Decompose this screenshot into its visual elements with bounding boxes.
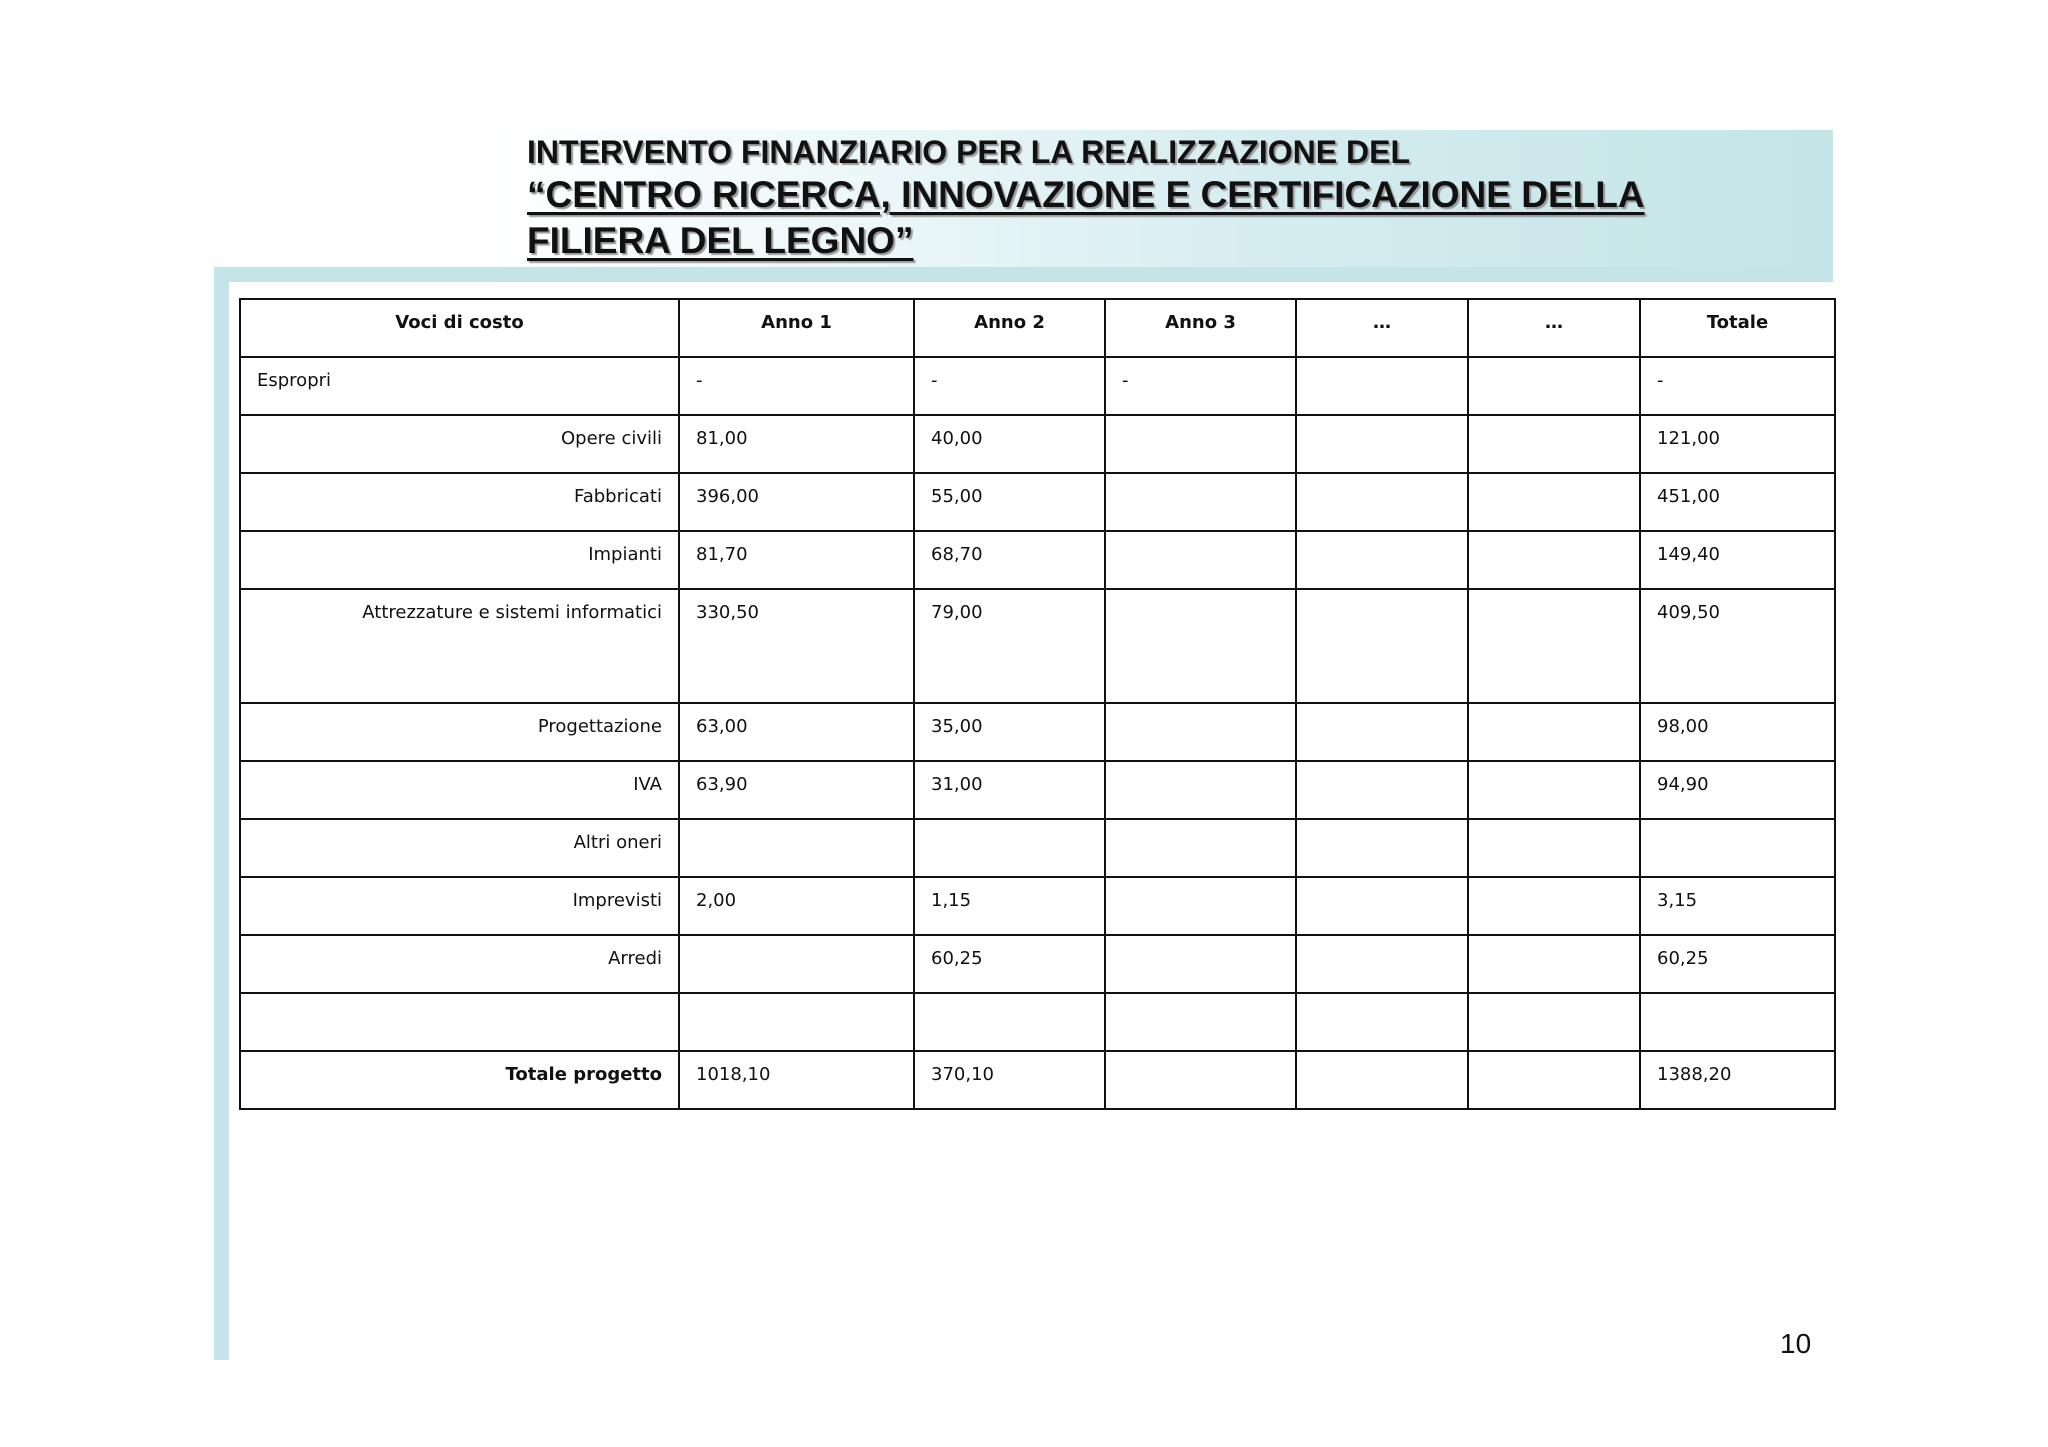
table-total-row <box>240 1051 1835 1109</box>
cell-extra-1 <box>1296 877 1468 935</box>
cell-anno-1: 2,00 <box>679 877 914 935</box>
cell-totale: 1388,20 <box>1640 1051 1835 1109</box>
cell-anno-1 <box>679 935 914 993</box>
cell-anno-2: 1,15 <box>914 877 1105 935</box>
cell-extra-2 <box>1468 819 1640 877</box>
cell-anno-3 <box>1105 819 1296 877</box>
cell-anno-2: 79,00 <box>914 589 1105 703</box>
cell-totale: 94,90 <box>1640 761 1835 819</box>
cell-anno-3 <box>1105 993 1296 1051</box>
decorative-bar-vertical <box>214 267 229 1360</box>
cell-extra-1 <box>1296 531 1468 589</box>
table-row <box>240 819 1835 877</box>
cell-anno-1 <box>679 993 914 1051</box>
header-anno-2: Anno 2 <box>914 299 1105 357</box>
cell-anno-3: - <box>1105 357 1296 415</box>
title-line-2: “CENTRO RICERCA, INNOVAZIONE E CERTIFICAZIONE DELLA <box>527 174 1645 215</box>
cell-extra-2 <box>1468 703 1640 761</box>
cell-totale: 149,40 <box>1640 531 1835 589</box>
header-ellipsis-1: … <box>1296 299 1468 357</box>
cell-extra-1 <box>1296 357 1468 415</box>
cell-anno-2: 55,00 <box>914 473 1105 531</box>
cell-anno-3 <box>1105 877 1296 935</box>
table-row <box>240 357 1835 415</box>
cell-anno-2 <box>914 819 1105 877</box>
cell-extra-1 <box>1296 993 1468 1051</box>
cell-anno-3 <box>1105 415 1296 473</box>
table-row <box>240 761 1835 819</box>
cell-anno-1: - <box>679 357 914 415</box>
header-ellipsis-2: … <box>1468 299 1640 357</box>
table-row <box>240 993 1835 1051</box>
cell-extra-2 <box>1468 531 1640 589</box>
table-row <box>240 415 1835 473</box>
cell-extra-1 <box>1296 703 1468 761</box>
header-totale: Totale <box>1640 299 1835 357</box>
table-row <box>240 935 1835 993</box>
table-header-row <box>240 299 1835 357</box>
cell-anno-1 <box>679 819 914 877</box>
cell-anno-3 <box>1105 703 1296 761</box>
cell-anno-1: 63,90 <box>679 761 914 819</box>
page-number: 10 <box>1780 1328 1812 1359</box>
cell-anno-3 <box>1105 473 1296 531</box>
cell-anno-3 <box>1105 935 1296 993</box>
cell-totale: 409,50 <box>1640 589 1835 703</box>
table-row <box>240 531 1835 589</box>
cell-extra-1 <box>1296 935 1468 993</box>
cell-anno-1: 81,00 <box>679 415 914 473</box>
table-row <box>240 589 1835 703</box>
cell-totale: 98,00 <box>1640 703 1835 761</box>
header-anno-3: Anno 3 <box>1105 299 1296 357</box>
cell-anno-3 <box>1105 1051 1296 1109</box>
cell-totale: 60,25 <box>1640 935 1835 993</box>
cell-extra-2 <box>1468 761 1640 819</box>
cell-totale: 121,00 <box>1640 415 1835 473</box>
cell-totale <box>1640 819 1835 877</box>
row-label: IVA <box>240 761 679 819</box>
cell-anno-1: 396,00 <box>679 473 914 531</box>
row-label-total: Totale progetto <box>240 1051 679 1109</box>
cell-anno-2: 31,00 <box>914 761 1105 819</box>
cell-extra-2 <box>1468 357 1640 415</box>
row-label: Impianti <box>240 531 679 589</box>
table-row <box>240 473 1835 531</box>
cell-extra-1 <box>1296 1051 1468 1109</box>
row-label <box>240 993 679 1051</box>
cell-extra-2 <box>1468 415 1640 473</box>
header-voci-di-costo: Voci di costo <box>240 299 679 357</box>
cell-extra-1 <box>1296 819 1468 877</box>
cell-totale: 3,15 <box>1640 877 1835 935</box>
row-label: Opere civili <box>240 415 679 473</box>
cell-extra-2 <box>1468 1051 1640 1109</box>
cell-extra-1 <box>1296 589 1468 703</box>
header-anno-1: Anno 1 <box>679 299 914 357</box>
cell-anno-2: 40,00 <box>914 415 1105 473</box>
title-line-3: FILIERA DEL LEGNO” <box>527 220 914 261</box>
cell-anno-3 <box>1105 761 1296 819</box>
cell-anno-1: 81,70 <box>679 531 914 589</box>
cost-table <box>239 298 1836 1110</box>
row-label: Imprevisti <box>240 877 679 935</box>
row-label: Altri oneri <box>240 819 679 877</box>
cell-anno-1: 330,50 <box>679 589 914 703</box>
cell-anno-3 <box>1105 589 1296 703</box>
cell-extra-2 <box>1468 935 1640 993</box>
row-label: Attrezzature e sistemi informatici <box>240 589 679 703</box>
cell-anno-2: 60,25 <box>914 935 1105 993</box>
cell-extra-1 <box>1296 415 1468 473</box>
cell-anno-2 <box>914 993 1105 1051</box>
decorative-bar-horizontal <box>214 267 1833 282</box>
slide-title <box>527 132 1817 264</box>
title-line-1: INTERVENTO FINANZIARIO PER LA REALIZZAZIONE DEL <box>527 134 1410 170</box>
row-label: Espropri <box>240 357 679 415</box>
cell-extra-2 <box>1468 993 1640 1051</box>
cell-anno-2: - <box>914 357 1105 415</box>
row-label: Fabbricati <box>240 473 679 531</box>
table-row <box>240 877 1835 935</box>
cell-extra-2 <box>1468 589 1640 703</box>
row-label: Arredi <box>240 935 679 993</box>
cell-extra-1 <box>1296 473 1468 531</box>
row-label: Progettazione <box>240 703 679 761</box>
cell-totale <box>1640 993 1835 1051</box>
cell-extra-2 <box>1468 877 1640 935</box>
cell-anno-2: 370,10 <box>914 1051 1105 1109</box>
cell-extra-1 <box>1296 761 1468 819</box>
cell-totale: 451,00 <box>1640 473 1835 531</box>
cell-anno-1: 63,00 <box>679 703 914 761</box>
cell-anno-3 <box>1105 531 1296 589</box>
cell-anno-2: 35,00 <box>914 703 1105 761</box>
cell-anno-2: 68,70 <box>914 531 1105 589</box>
cell-totale: - <box>1640 357 1835 415</box>
cell-anno-1: 1018,10 <box>679 1051 914 1109</box>
cell-extra-2 <box>1468 473 1640 531</box>
table-row <box>240 703 1835 761</box>
